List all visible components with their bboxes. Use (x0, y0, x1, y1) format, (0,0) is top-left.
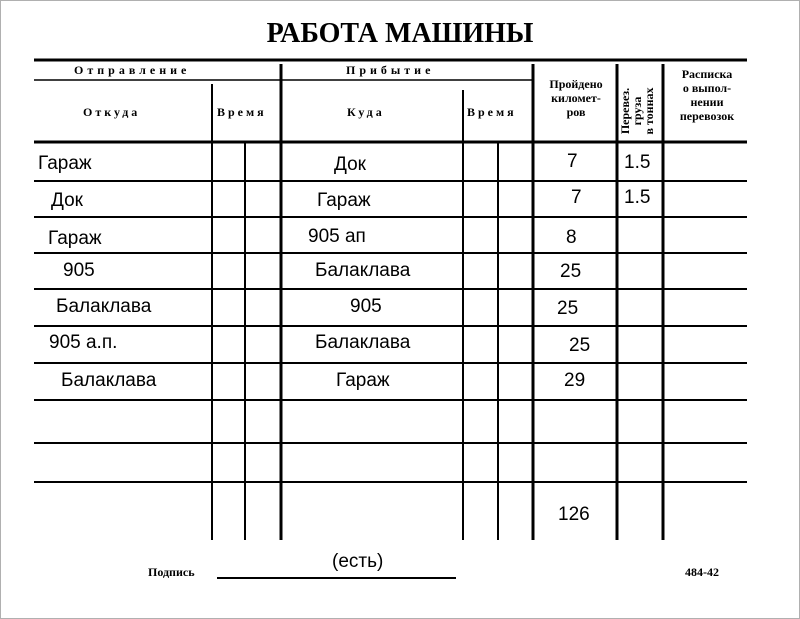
row-1-km: 7 (567, 151, 578, 172)
form-title: РАБОТА МАШИНЫ (266, 18, 534, 49)
row-1-tons: 1.5 (624, 152, 651, 173)
km-column-header: Пройдено километ- ров (549, 77, 603, 119)
arrival-time-header: Время (467, 105, 517, 119)
row-6-to: Балаклава (315, 332, 411, 353)
form-code: 484-42 (685, 565, 719, 579)
from-column-header: Откуда (83, 105, 141, 119)
total-km: 126 (558, 504, 590, 525)
departure-group-header: Отправление (74, 63, 191, 77)
row-4-from: 905 (63, 260, 95, 281)
row-7-from: Балаклава (61, 370, 157, 391)
departure-time-header: Время (217, 105, 267, 119)
row-2-to: Гараж (317, 190, 371, 211)
row-1-to: Док (334, 154, 366, 175)
row-6-from: 905 а.п. (49, 332, 118, 353)
row-6-km: 25 (569, 335, 591, 356)
signature-value: (есть) (332, 551, 384, 572)
row-5-km: 25 (557, 298, 579, 319)
row-5-from: Балаклава (56, 296, 152, 317)
signature-label: Подпись (148, 565, 195, 579)
row-7-km: 29 (564, 370, 586, 391)
row-3-from: Гараж (48, 228, 102, 249)
cargo-column-header: Перевез. груза в тоннах (618, 87, 656, 135)
row-1-from: Гараж (38, 153, 92, 174)
row-5-to: 905 (350, 296, 382, 317)
row-7-to: Гараж (336, 370, 390, 391)
row-3-to: 905 ап (308, 226, 366, 247)
row-2-km: 7 (571, 187, 582, 208)
to-column-header: Куда (347, 105, 385, 119)
row-4-km: 25 (560, 261, 582, 282)
row-4-to: Балаклава (315, 260, 411, 281)
row-2-from: Док (51, 190, 83, 211)
receipt-column-header: Расписка о выпол- нении перевозок (679, 67, 735, 123)
row-3-km: 8 (566, 227, 577, 248)
arrival-group-header: Прибытие (346, 63, 435, 77)
row-2-tons: 1.5 (624, 187, 651, 208)
